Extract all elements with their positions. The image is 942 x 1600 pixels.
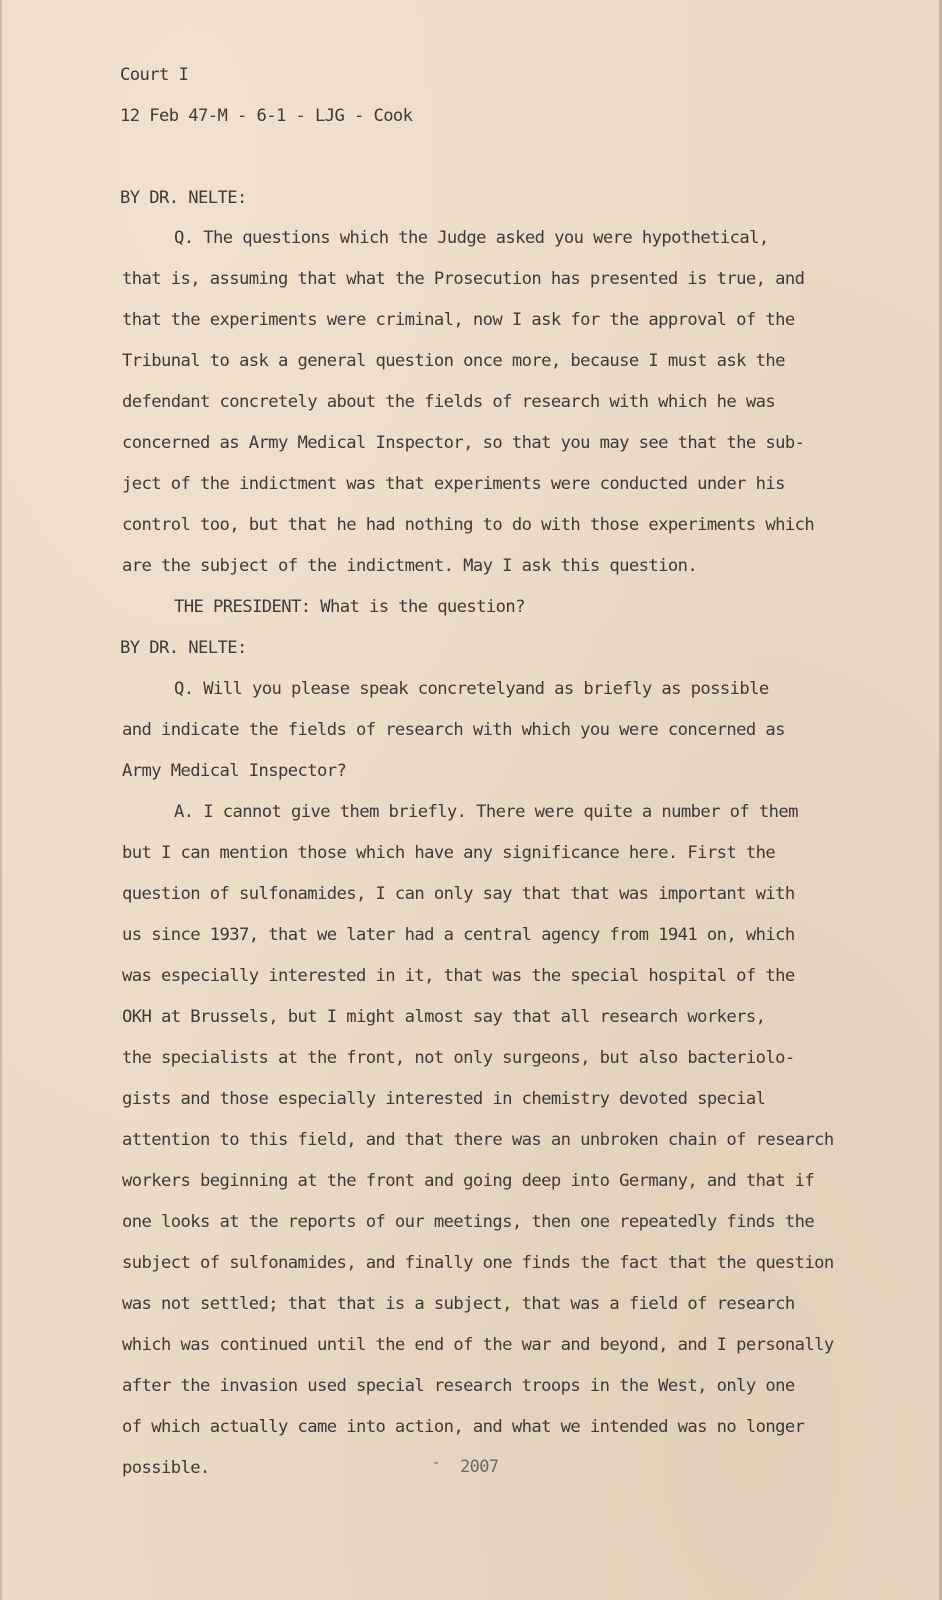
page-number-dash: - — [432, 1455, 440, 1471]
answer-line: one looks at the reports of our meetings, then one repeatedly finds the — [122, 1212, 815, 1232]
answer-line: subject of sulfonamides, and finally one finds the fact that the question — [122, 1253, 834, 1273]
question-line: control too, but that he had nothing to do with those experiments which — [122, 515, 815, 535]
answer-line: attention to this field, and that there was an unbroken chain of research — [122, 1130, 834, 1150]
answer-line: A. I cannot give them briefly. There were quite a number of them — [174, 802, 798, 822]
speaker-heading: BY DR. NELTE: — [120, 188, 247, 208]
question-line: Q. The questions which the Judge asked you were hypothetical, — [174, 228, 769, 248]
answer-line: us since 1937, that we later had a central agency from 1941 on, which — [122, 925, 795, 945]
question-line: are the subject of the indictment. May I ask this question. — [122, 556, 698, 576]
question-line: that the experiments were criminal, now I ask for the approval of the — [122, 310, 795, 330]
question-line: concerned as Army Medical Inspector, so that you may see that the sub- — [122, 433, 805, 453]
question-line: Q. Will you please speak concretelyand as briefly as possible — [174, 679, 769, 699]
answer-line: was not settled; that that is a subject, that was a field of research — [122, 1294, 795, 1314]
answer-line: possible. — [122, 1458, 210, 1478]
question-line: ject of the indictment was that experiments were conducted under his — [122, 474, 785, 494]
session-line: 12 Feb 47-M - 6-1 - LJG - Cook — [120, 106, 413, 126]
answer-line: OKH at Brussels, but I might almost say that all research workers, — [122, 1007, 766, 1027]
page-number: 2007 — [460, 1457, 499, 1477]
question-line: and indicate the fields of research with which you were concerned as — [122, 720, 785, 740]
speaker-heading: BY DR. NELTE: — [120, 638, 247, 658]
answer-line: but I can mention those which have any significance here. First the — [122, 843, 776, 863]
question-line: defendant concretely about the fields of research with which he was — [122, 392, 776, 412]
answer-line: the specialists at the front, not only surgeons, but also bacteriolo- — [122, 1048, 795, 1068]
question-line: Army Medical Inspector? — [122, 761, 347, 781]
answer-line: was especially interested in it, that was the special hospital of the — [122, 966, 795, 986]
answer-line: of which actually came into action, and what we intended was no longer — [122, 1417, 805, 1437]
question-line: Tribunal to ask a general question once more, because I must ask the — [122, 351, 785, 371]
question-line: that is, assuming that what the Prosecution has presented is true, and — [122, 269, 805, 289]
answer-line: after the invasion used special research troops in the West, only one — [122, 1376, 795, 1396]
court-label: Court I — [120, 65, 189, 85]
president-line: THE PRESIDENT: What is the question? — [174, 597, 525, 617]
answer-line: workers beginning at the front and going deep into Germany, and that if — [122, 1171, 815, 1191]
answer-line: question of sulfonamides, I can only say that that was important with — [122, 884, 795, 904]
answer-line: which was continued until the end of the war and beyond, and I personally — [122, 1335, 834, 1355]
answer-line: gists and those especially interested in chemistry devoted special — [122, 1089, 766, 1109]
